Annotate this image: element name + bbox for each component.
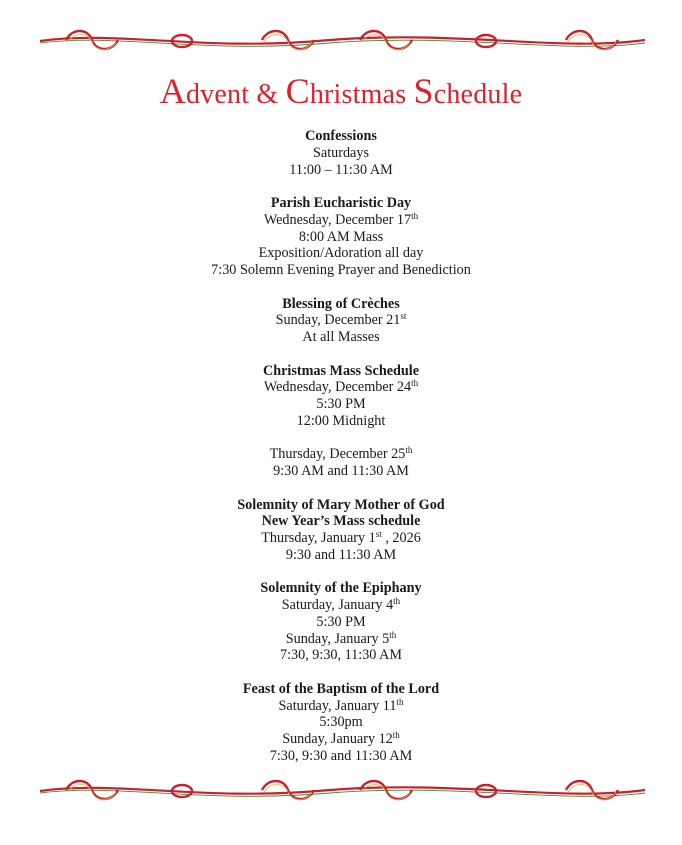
- detail-line: 11:00 – 11:30 AM: [289, 161, 393, 178]
- detail-line: 9:30 and 11:30 AM: [285, 546, 397, 563]
- section-epiphany: [0, 580, 682, 664]
- detail-line: 12:00 Midnight: [296, 412, 386, 429]
- detail-line: 5:30 PM: [316, 396, 366, 413]
- section-heading: Feast of the Baptism of the Lord: [242, 680, 440, 697]
- section-heading: Confessions: [305, 128, 377, 144]
- detail-line: 5:30 PM: [316, 613, 366, 630]
- section-heading: Solemnity of the Epiphany: [260, 580, 422, 597]
- detail-line: Exposition/Adoration all day: [258, 245, 424, 262]
- top-ribbon-garland: [0, 26, 682, 56]
- detail-line: Saturday, January 11th: [278, 696, 404, 714]
- schedule-content: [0, 128, 682, 781]
- detail-line: 5:30pm: [319, 714, 363, 731]
- detail-line: 7:30, 9:30 and 11:30 AM: [269, 748, 413, 765]
- section-christmas-day: [0, 446, 682, 480]
- section-heading: Christmas Mass Schedule: [262, 362, 420, 379]
- detail-line: 7:30, 9:30, 11:30 AM: [279, 647, 403, 664]
- detail-line: At all Masses: [302, 329, 380, 346]
- detail-line: Saturdays: [313, 144, 369, 161]
- detail-line: Sunday, January 12th: [282, 730, 400, 748]
- section-heading: Parish Eucharistic Day: [270, 194, 412, 211]
- section-baptism-of-the-lord: [0, 681, 682, 765]
- detail-line: Thursday, December 25th: [269, 445, 413, 463]
- detail-line: 7:30 Solemn Evening Prayer and Benediction: [211, 262, 471, 279]
- bottom-ribbon-garland: [0, 776, 682, 806]
- detail-line: 9:30 AM and 11:30 AM: [273, 463, 409, 480]
- section-heading: Blessing of Crèches: [282, 295, 400, 312]
- detail-line: Sunday, January 5th: [285, 629, 397, 647]
- section-heading: Solemnity of Mary Mother of God: [237, 496, 445, 513]
- detail-line: Sunday, December 21st: [275, 311, 407, 329]
- section-mary-mother-of-god: [0, 497, 682, 564]
- section-blessing-of-creches: [0, 296, 682, 346]
- section-confessions: [0, 128, 682, 178]
- section-parish-eucharistic-day: [0, 195, 682, 279]
- detail-line: Wednesday, December 24th: [263, 378, 419, 396]
- detail-line: Thursday, January 1st , 2026: [261, 529, 421, 547]
- detail-line: 8:00 AM Mass: [298, 228, 384, 245]
- detail-line: Saturday, January 4th: [281, 596, 401, 614]
- page-title: Advent & Christmas Schedule: [159, 71, 523, 111]
- section-christmas-mass-schedule: [0, 363, 682, 430]
- section-subheading: New Year’s Mass schedule: [261, 513, 421, 530]
- detail-line: Wednesday, December 17th: [263, 210, 419, 228]
